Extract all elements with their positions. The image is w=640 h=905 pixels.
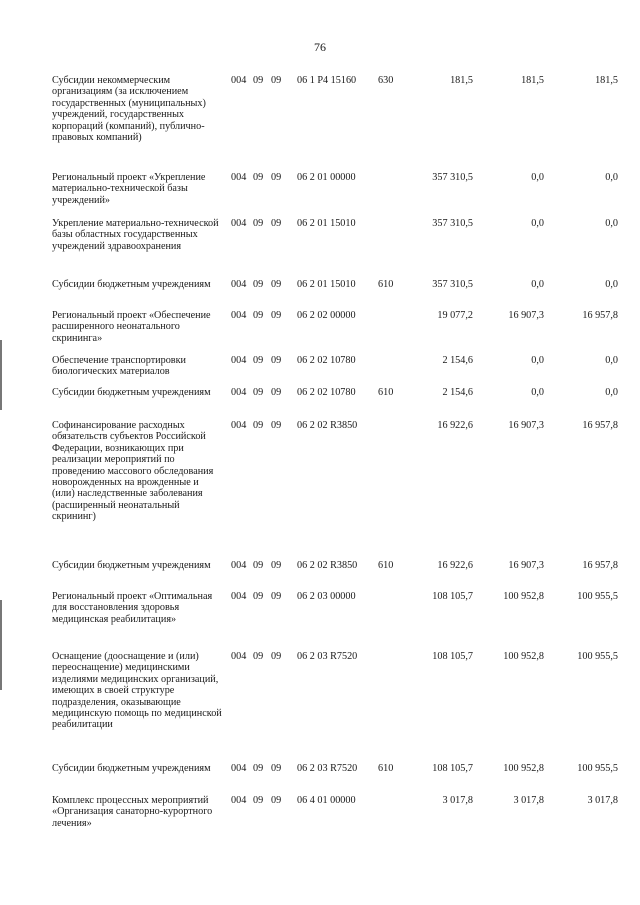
amount-year-3: 0,0 [605, 387, 618, 398]
code-section: 09 [253, 651, 264, 662]
row-description: Укрепление материально-технической базы областных государственных учреждений здравоохранения [52, 218, 219, 252]
amount-year-2: 0,0 [531, 355, 544, 366]
code-subsection: 09 [271, 75, 282, 86]
amount-year-3: 0,0 [605, 172, 618, 183]
code-target-article: 06 2 02 10780 [297, 355, 356, 366]
amount-year-2: 0,0 [531, 279, 544, 290]
code-ved: 004 [231, 795, 247, 806]
amount-year-3: 0,0 [605, 279, 618, 290]
code-target-article: 06 1 Р4 15160 [297, 75, 357, 86]
code-section: 09 [253, 591, 264, 602]
code-section: 09 [253, 279, 264, 290]
amount-year-1: 3 017,8 [442, 795, 473, 806]
amount-year-1: 357 310,5 [432, 218, 473, 229]
amount-year-2: 181,5 [521, 75, 544, 86]
amount-year-2: 100 952,8 [503, 763, 544, 774]
code-ved: 004 [231, 387, 247, 398]
amount-year-1: 108 105,7 [432, 763, 473, 774]
amount-year-2: 0,0 [531, 172, 544, 183]
code-section: 09 [253, 560, 264, 571]
amount-year-2: 16 907,3 [508, 420, 544, 431]
code-target-article: 06 2 01 00000 [297, 172, 356, 183]
row-description: Софинансирование расходных обязательств субъектов Российской Федерации, возникающих при реализации мероприятий по проведению массового обследования новорожденных на врожденные и (или) наследственные заболевания (расширенный неонатальный скрининг) [52, 420, 214, 523]
code-expense-type: 610 [378, 279, 394, 290]
code-subsection: 09 [271, 387, 282, 398]
code-section: 09 [253, 355, 264, 366]
row-description: Комплекс процессных мероприятий «Организация санаторно-курортного лечения» [52, 795, 213, 829]
code-section: 09 [253, 310, 264, 321]
code-subsection: 09 [271, 420, 282, 431]
code-subsection: 09 [271, 218, 282, 229]
code-section: 09 [253, 420, 264, 431]
amount-year-1: 19 077,2 [437, 310, 473, 321]
code-section: 09 [253, 172, 264, 183]
amount-year-3: 181,5 [595, 75, 618, 86]
amount-year-1: 2 154,6 [442, 387, 473, 398]
row-description: Субсидии бюджетным учреждениям [52, 763, 211, 774]
code-subsection: 09 [271, 795, 282, 806]
code-section: 09 [253, 763, 264, 774]
amount-year-1: 2 154,6 [442, 355, 473, 366]
code-target-article: 06 2 03 R7520 [297, 763, 358, 774]
code-expense-type: 610 [378, 560, 394, 571]
amount-year-3: 100 955,5 [577, 591, 618, 602]
amount-year-3: 16 957,8 [582, 310, 618, 321]
amount-year-1: 357 310,5 [432, 172, 473, 183]
code-target-article: 06 4 01 00000 [297, 795, 356, 806]
amount-year-3: 16 957,8 [582, 420, 618, 431]
amount-year-2: 0,0 [531, 218, 544, 229]
code-ved: 004 [231, 591, 247, 602]
page-number: 76 [314, 40, 326, 54]
code-ved: 004 [231, 355, 247, 366]
code-ved: 004 [231, 218, 247, 229]
amount-year-3: 16 957,8 [582, 560, 618, 571]
amount-year-3: 100 955,5 [577, 651, 618, 662]
code-target-article: 06 2 02 R3850 [297, 420, 358, 431]
code-target-article: 06 2 03 R7520 [297, 651, 358, 662]
code-ved: 004 [231, 75, 247, 86]
code-ved: 004 [231, 560, 247, 571]
code-target-article: 06 2 02 00000 [297, 310, 356, 321]
amount-year-1: 357 310,5 [432, 279, 473, 290]
code-subsection: 09 [271, 591, 282, 602]
row-description: Субсидии некоммерческим организациям (за исключением государственных (муниципальных) учреждений, государственных корпораций (компаний), публично-правовых компаний) [52, 75, 206, 144]
row-description: Региональный проект «Укрепление материально-технической базы учреждений» [52, 172, 206, 206]
scan-edge-mark [0, 600, 2, 690]
code-subsection: 09 [271, 355, 282, 366]
code-ved: 004 [231, 651, 247, 662]
code-section: 09 [253, 795, 264, 806]
code-ved: 004 [231, 279, 247, 290]
code-ved: 004 [231, 420, 247, 431]
code-subsection: 09 [271, 279, 282, 290]
amount-year-1: 16 922,6 [437, 420, 473, 431]
code-subsection: 09 [271, 560, 282, 571]
amount-year-2: 100 952,8 [503, 651, 544, 662]
row-description: Оснащение (дооснащение и (или) переоснащение) медицинскими изделиями медицинских организаций, имеющих в своей структуре подразделения, оказывающие медицинскую помощь по медицинской реабилитации [52, 651, 222, 731]
code-ved: 004 [231, 172, 247, 183]
amount-year-2: 3 017,8 [513, 795, 544, 806]
code-target-article: 06 2 03 00000 [297, 591, 356, 602]
code-target-article: 06 2 01 15010 [297, 279, 356, 290]
code-subsection: 09 [271, 651, 282, 662]
amount-year-3: 3 017,8 [587, 795, 618, 806]
row-description: Региональный проект «Оптимальная для восстановления здоровья медицинская реабилитация» [52, 591, 213, 625]
code-subsection: 09 [271, 310, 282, 321]
row-description: Субсидии бюджетным учреждениям [52, 387, 211, 398]
row-description: Региональный проект «Обеспечение расширенного неонатального скрининга» [52, 310, 211, 344]
code-expense-type: 610 [378, 763, 394, 774]
row-description: Субсидии бюджетным учреждениям [52, 560, 211, 571]
code-section: 09 [253, 387, 264, 398]
row-description: Субсидии бюджетным учреждениям [52, 279, 211, 290]
code-target-article: 06 2 02 R3850 [297, 560, 358, 571]
row-description: Обеспечение транспортировки биологических материалов [52, 355, 187, 378]
amount-year-1: 181,5 [450, 75, 473, 86]
code-ved: 004 [231, 763, 247, 774]
amount-year-3: 0,0 [605, 355, 618, 366]
code-expense-type: 610 [378, 387, 394, 398]
code-section: 09 [253, 218, 264, 229]
code-target-article: 06 2 02 10780 [297, 387, 356, 398]
code-subsection: 09 [271, 172, 282, 183]
amount-year-1: 108 105,7 [432, 651, 473, 662]
amount-year-3: 100 955,5 [577, 763, 618, 774]
amount-year-2: 100 952,8 [503, 591, 544, 602]
amount-year-2: 0,0 [531, 387, 544, 398]
amount-year-1: 16 922,6 [437, 560, 473, 571]
code-subsection: 09 [271, 763, 282, 774]
amount-year-2: 16 907,3 [508, 310, 544, 321]
code-section: 09 [253, 75, 264, 86]
amount-year-3: 0,0 [605, 218, 618, 229]
code-expense-type: 630 [378, 75, 394, 86]
scan-edge-mark [0, 340, 2, 410]
code-target-article: 06 2 01 15010 [297, 218, 356, 229]
amount-year-2: 16 907,3 [508, 560, 544, 571]
amount-year-1: 108 105,7 [432, 591, 473, 602]
code-ved: 004 [231, 310, 247, 321]
